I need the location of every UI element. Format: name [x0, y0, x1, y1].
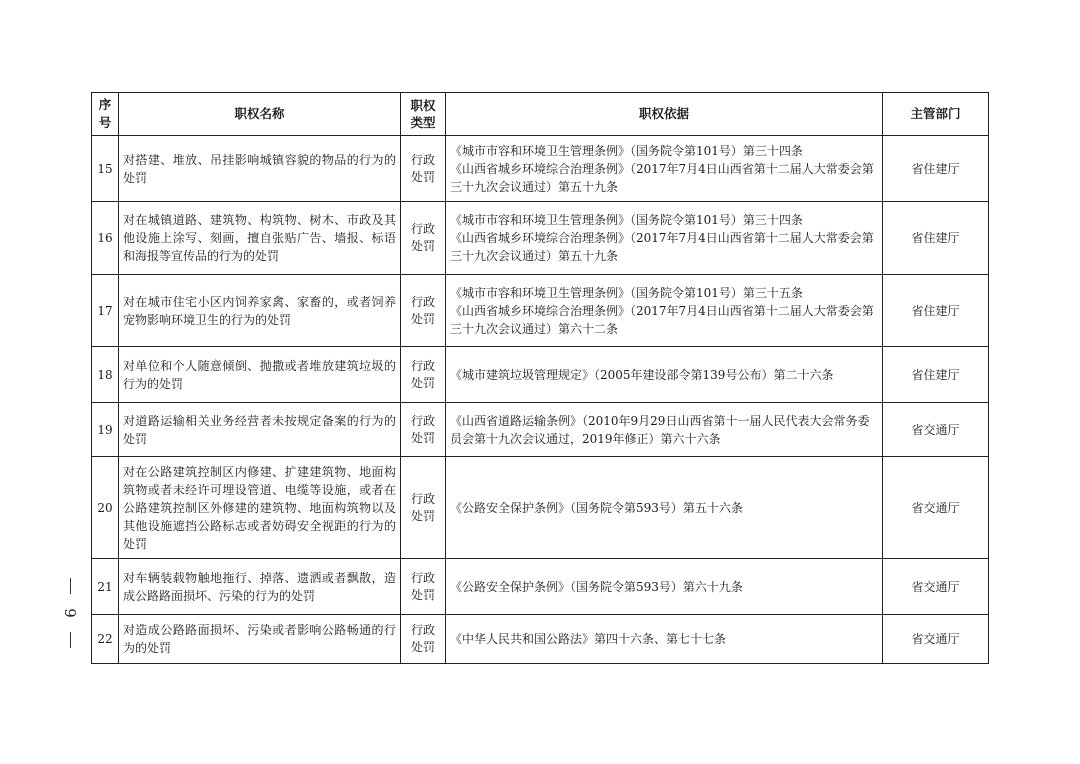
- row-type: [401, 136, 446, 202]
- row-type-text: 行政处罚: [410, 413, 435, 445]
- row-dept: 省交通厅: [883, 615, 989, 664]
- row-name: 对搭建、堆放、吊挂影响城镇容貌的物品的行为的处罚: [119, 136, 401, 202]
- row-basis: [446, 615, 883, 664]
- header-seq: 序号: [92, 93, 119, 136]
- page-number-dash-bottom: [70, 632, 71, 648]
- row-basis: [446, 403, 883, 457]
- row-basis-line: 《山西省城乡环境综合治理条例》（2017年7月4日山西省第十二届人大常委会第三十九次会议通过）第五十九条: [450, 231, 874, 263]
- row-seq: 21: [92, 559, 119, 615]
- table-row: [92, 403, 989, 457]
- row-basis-line: 《城市市容和环境卫生管理条例》（国务院令第101号）第三十四条: [450, 143, 803, 158]
- table-header-row: [92, 93, 989, 136]
- row-type-text: 行政处罚: [410, 222, 435, 253]
- row-type: [401, 403, 446, 457]
- row-basis: [446, 347, 883, 403]
- page-number: [60, 578, 80, 648]
- row-seq: 15: [92, 136, 119, 202]
- header-dept: 主管部门: [883, 93, 989, 136]
- table-row: [92, 136, 989, 202]
- row-type-text: 行政处罚: [410, 623, 435, 654]
- row-name: 对造成公路路面损坏、污染或者影响公路畅通的行为的处罚: [119, 615, 401, 664]
- row-seq: 16: [92, 202, 119, 275]
- row-type-text: 行政处罚: [410, 570, 435, 602]
- table-row: [92, 559, 989, 615]
- table-row: [92, 202, 989, 275]
- table-row: [92, 615, 989, 664]
- row-seq: 17: [92, 275, 119, 347]
- row-type-text: 行政处罚: [410, 294, 435, 326]
- row-type-text: 行政处罚: [410, 491, 435, 523]
- row-basis-line: 《城市建筑垃圾管理规定》（2005年建设部令第139号公布）第二十六条: [450, 367, 834, 382]
- row-type: [401, 615, 446, 664]
- row-dept: 省交通厅: [883, 403, 989, 457]
- row-name: 对车辆装载物触地拖行、掉落、遗洒或者飘散，造成公路路面损坏、污染的行为的处罚: [119, 559, 401, 615]
- header-basis: 职权依据: [446, 93, 883, 136]
- row-seq: 20: [92, 457, 119, 559]
- row-name: 对在城镇道路、建筑物、构筑物、树木、市政及其他设施上涂写、刻画，擅自张贴广告、墙报、标语和海报等宣传品的行为的处罚: [119, 202, 401, 275]
- row-seq: 19: [92, 403, 119, 457]
- row-basis-line: 《城市市容和环境卫生管理条例》（国务院令第101号）第三十五条: [450, 285, 803, 300]
- table-row: [92, 347, 989, 403]
- header-name: 职权名称: [119, 93, 401, 136]
- page-number-dash-top: [70, 578, 71, 594]
- row-basis-line: 《山西省城乡环境综合治理条例》（2017年7月4日山西省第十二届人大常委会第三十九次会议通过）第六十二条: [450, 303, 874, 336]
- row-dept: 省交通厅: [883, 559, 989, 615]
- row-basis: [446, 202, 883, 275]
- row-name: 对道路运输相关业务经营者未按规定备案的行为的处罚: [119, 403, 401, 457]
- row-name: 对在公路建筑控制区内修建、扩建建筑物、地面构筑物或者未经许可埋设管道、电缆等设施，或者在公路建筑控制区外修建的建筑物、地面构筑物以及其他设施遮挡公路标志或者妨碍安全视距的行为的处罚: [119, 457, 401, 559]
- authority-table: [91, 92, 989, 664]
- row-basis: [446, 275, 883, 347]
- page-number-value: 9: [60, 608, 79, 618]
- row-name: 对单位和个人随意倾倒、抛撒或者堆放建筑垃圾的行为的处罚: [119, 347, 401, 403]
- row-dept: 省住建厅: [883, 136, 989, 202]
- row-basis: [446, 457, 883, 559]
- row-dept: 省住建厅: [883, 347, 989, 403]
- row-type-text: 行政处罚: [410, 152, 435, 184]
- row-basis-line: 《山西省城乡环境综合治理条例》（2017年7月4日山西省第十二届人大常委会第三十九次会议通过）第五十九条: [450, 161, 874, 194]
- row-type: [401, 275, 446, 347]
- row-basis-line: 《山西省道路运输条例》（2010年9月29日山西省第十一届人民代表大会常务委员会第十九次会议通过，2019年修正）第六十六条: [450, 413, 870, 446]
- row-basis: [446, 136, 883, 202]
- row-type: [401, 202, 446, 275]
- table-row: [92, 457, 989, 559]
- row-basis-line: 《公路安全保护条例》（国务院令第593号）第六十九条: [450, 579, 743, 594]
- row-type: [401, 559, 446, 615]
- row-basis: [446, 559, 883, 615]
- row-type: [401, 347, 446, 403]
- row-dept: 省交通厅: [883, 457, 989, 559]
- header-type-text: 职权类型: [410, 98, 436, 130]
- row-seq: 22: [92, 615, 119, 664]
- row-basis-line: 《公路安全保护条例》（国务院令第593号）第五十六条: [450, 500, 743, 515]
- row-dept: 省住建厅: [883, 275, 989, 347]
- row-basis-line: 《城市市容和环境卫生管理条例》（国务院令第101号）第三十四条: [450, 213, 803, 227]
- row-type: [401, 457, 446, 559]
- row-dept: 省住建厅: [883, 202, 989, 275]
- table-row: [92, 275, 989, 347]
- header-type: [401, 93, 446, 136]
- row-name: 对在城市住宅小区内饲养家禽、家畜的，或者饲养宠物影响环境卫生的行为的处罚: [119, 275, 401, 347]
- row-seq: 18: [92, 347, 119, 403]
- row-type-text: 行政处罚: [410, 358, 435, 390]
- row-basis-line: 《中华人民共和国公路法》第四十六条、第七十七条: [450, 632, 727, 646]
